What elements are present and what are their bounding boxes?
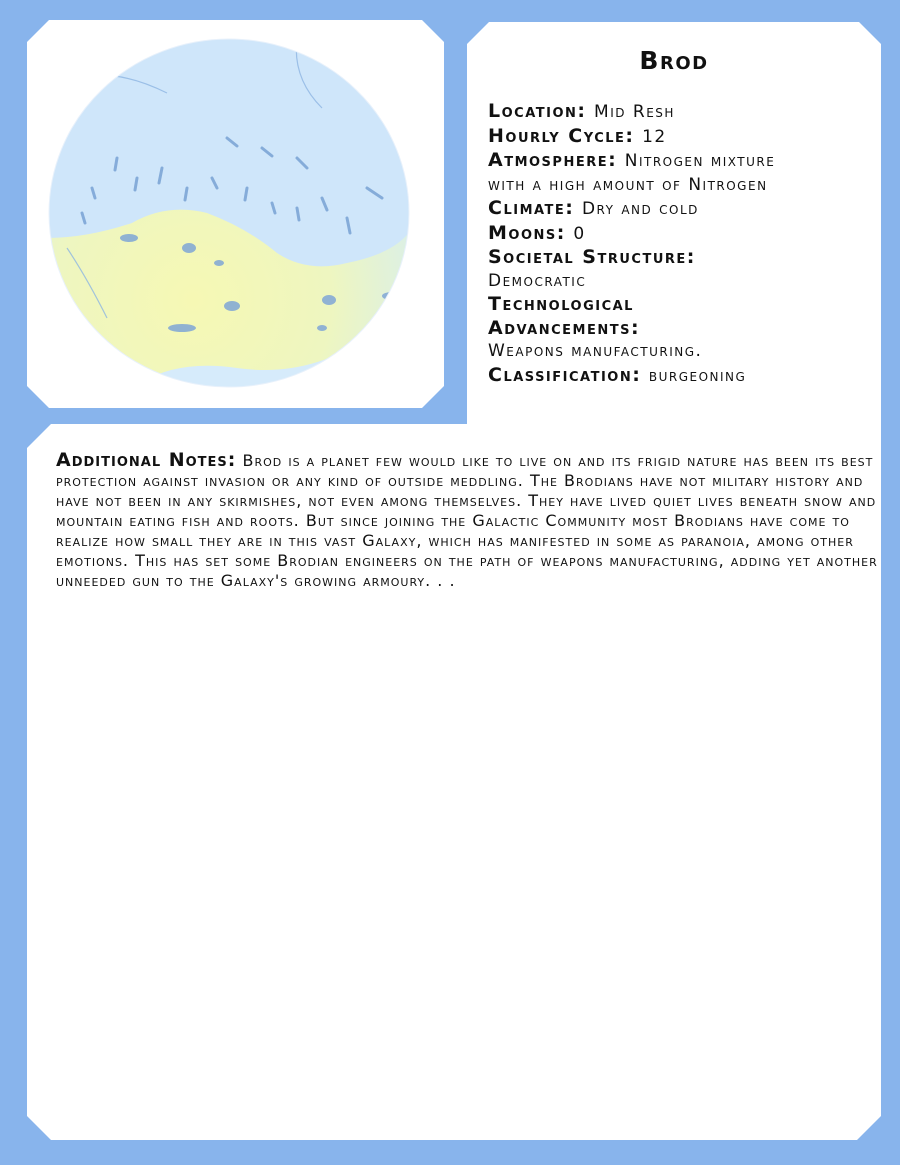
fact-value: Democratic	[488, 270, 587, 291]
fact-value: Nitrogen mixture	[624, 151, 776, 171]
fact-climate	[488, 197, 878, 222]
fact-location	[488, 100, 878, 125]
fact-label: Societal Structure:	[488, 246, 696, 268]
fact-moons	[488, 222, 878, 247]
fact-tech-label-2	[488, 317, 878, 341]
fact-tech-label-1	[488, 293, 878, 317]
fact-value: 12	[642, 126, 667, 147]
notes-text: Brod is a planet few would like to live on and its frigid nature has been its best protection against invasion or any kind of outside meddling. The Brodians have not military history and have not been in any skirmishes, not even among themselves. They have lived quiet lives beneath snow and mountain eating fish and roots. But since joining the Galactic Community most Brodians have come to realize how small they are in this vast Galaxy, which has manifested in some as paranoia, among other emotions. This has set some Brodian engineers on the path of weapons manufacturing, adding yet another unneeded gun to the Galaxy's growing armoury. . .	[56, 451, 878, 590]
fact-label: Climate:	[488, 197, 575, 219]
fact-value: with a high amount of Nitrogen	[488, 174, 768, 195]
fact-value: burgeoning	[648, 365, 747, 386]
fact-label: Technological	[488, 293, 634, 315]
fact-hourly-cycle	[488, 125, 878, 150]
fact-label: Hourly Cycle:	[488, 124, 635, 147]
planet-illustration	[47, 38, 417, 393]
notes-label: Additional Notes:	[56, 449, 237, 471]
fact-label: Location:	[488, 100, 587, 122]
fact-classification	[488, 364, 878, 389]
fact-label: Classification:	[488, 363, 642, 386]
fact-value: Weapons manufacturing.	[488, 341, 703, 361]
planet-facts	[488, 100, 878, 388]
fact-value: 0	[573, 223, 586, 244]
additional-notes	[56, 450, 882, 591]
fact-atmosphere	[488, 149, 878, 174]
fact-label: Advancements:	[488, 316, 641, 339]
fact-label: Moons:	[488, 221, 566, 244]
fact-value: Mid Resh	[594, 102, 675, 122]
fact-atmosphere-cont	[488, 174, 878, 198]
fact-societal-value	[488, 270, 878, 294]
fact-tech-value	[488, 340, 878, 364]
fact-label: Atmosphere:	[488, 149, 618, 171]
fact-societal-structure	[488, 246, 878, 270]
planet-title: Brod	[639, 46, 709, 75]
fact-value: Dry and cold	[581, 199, 699, 219]
planet-image-panel	[27, 20, 444, 408]
